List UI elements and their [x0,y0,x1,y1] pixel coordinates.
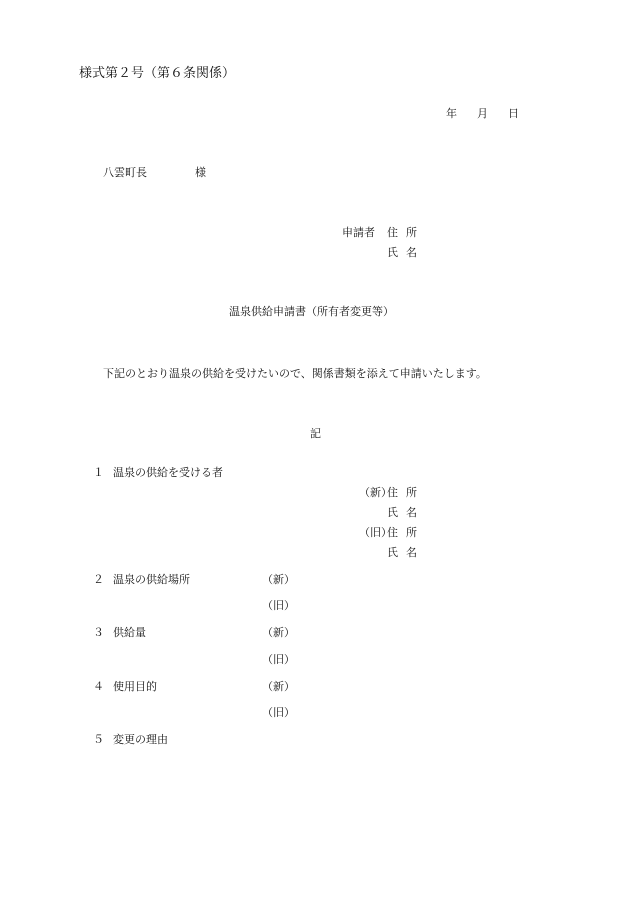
date-line [446,108,519,119]
date-year-label: 年 [446,107,457,120]
supply-location-new: （新） [262,573,295,586]
usage-purpose-old: （旧） [262,706,295,719]
item-number: ４ [93,680,104,693]
old-address-label: 住所 [387,526,425,539]
item-label: 使用目的 [113,680,157,693]
item-number: ５ [93,733,104,746]
item-label: 温泉の供給場所 [113,573,190,586]
new-prefix: （新） [359,486,392,499]
new-address-label: 住所 [387,486,425,499]
item-usage-purpose [93,681,157,692]
item-label: 供給量 [113,626,146,639]
item-label: 変更の理由 [113,733,168,746]
applicant-name-label: 氏名 [387,246,425,259]
old-prefix: （旧） [359,526,392,539]
date-month-label: 月 [477,107,488,120]
new-name-label: 氏名 [387,506,425,519]
item-change-reason [93,734,168,745]
date-day-label: 日 [508,107,519,120]
form-number: 様式第２号（第６条関係） [79,66,236,81]
usage-purpose-new: （新） [262,680,295,693]
item-recipient-person [93,467,223,478]
item-number: ３ [93,626,104,639]
item-supply-location [93,574,190,585]
recipient-name: 八雲町長 [103,166,147,179]
applicant-label: 申請者 [342,226,375,239]
document-title: 温泉供給申請書（所有者変更等） [229,305,394,318]
request-statement: 下記のとおり温泉の供給を受けたいので、関係書類を添えて申請いたします。 [103,367,487,380]
item-label: 温泉の供給を受ける者 [113,466,223,479]
item-supply-amount [93,627,146,638]
supply-amount-old: （旧） [262,653,295,666]
old-name-label: 氏名 [387,546,425,559]
recipient-honorific: 様 [195,166,206,179]
recipient [103,167,206,178]
item-number: ２ [93,573,104,586]
item-number: １ [93,466,104,479]
ki-heading: 記 [310,427,321,440]
supply-location-old: （旧） [262,599,295,612]
applicant-address-label: 住所 [387,226,425,239]
supply-amount-new: （新） [262,626,295,639]
